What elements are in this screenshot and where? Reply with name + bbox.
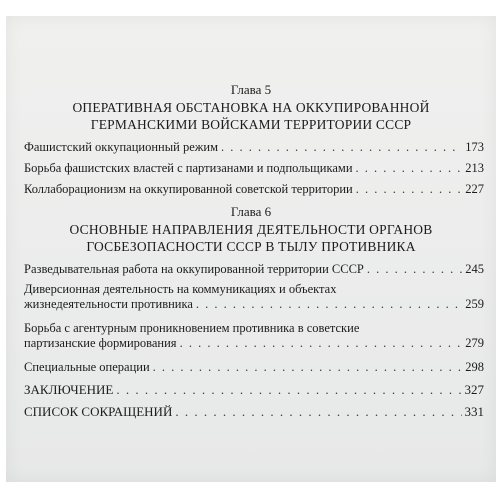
toc-entry-title: Разведывательная работа на оккупированной территории СССР	[24, 262, 364, 276]
toc-entry	[24, 282, 484, 312]
chapter-6-title-line-2: ГОСБЕЗОПАСНОСТИ СССР В ТЫЛУ ПРОТИВНИКА	[86, 239, 416, 254]
toc-entry-page: 331	[464, 404, 484, 419]
toc-entry-page: 173	[465, 140, 484, 154]
toc-entry-page: 245	[465, 262, 484, 276]
chapter-6-title-line-1: ОСНОВНЫЕ НАПРАВЛЕНИЯ ДЕЯТЕЛЬНОСТИ ОРГАНОВ	[69, 222, 433, 237]
toc-entry-page: 227	[465, 182, 484, 196]
toc-entry-page: 298	[465, 360, 484, 374]
toc-entry-title-line-2: жизнедеятельности противника	[24, 297, 193, 311]
toc-entry	[24, 382, 484, 397]
leader-dots	[356, 161, 463, 176]
toc-entry-page: 327	[464, 382, 484, 397]
leader-dots	[116, 382, 461, 397]
table-of-contents-page	[6, 16, 496, 482]
leader-dots	[175, 404, 461, 419]
toc-entry-title: СПИСОК СОКРАЩЕНИЙ	[24, 404, 173, 419]
toc-entry-title-line-2: партизанские формирования	[24, 336, 177, 350]
toc-entry-title-line-1: Диверсионная деятельность на коммуникациях и объектах	[24, 282, 337, 296]
leader-dots	[180, 336, 463, 351]
toc-entry	[24, 360, 484, 375]
toc-entry	[24, 161, 484, 176]
toc-entry-page: 279	[465, 336, 484, 350]
toc-entry-page: 259	[465, 297, 484, 311]
chapter-5-title-line-1: ОПЕРАТИВНАЯ ОБСТАНОВКА НА ОККУПИРОВАННОЙ	[72, 100, 430, 115]
toc-entry-title-line-1: Борьба с агентурным проникновением противника в советские	[24, 321, 360, 335]
chapter-5-label: Глава 5	[230, 82, 272, 97]
toc-entry-title: ЗАКЛЮЧЕНИЕ	[24, 382, 114, 397]
toc-entry-title: Борьба фашистских властей с партизанами и подпольщиками	[24, 161, 353, 175]
leader-dots	[153, 360, 463, 375]
leader-dots	[356, 182, 463, 197]
toc-entry	[24, 321, 484, 351]
toc-entry	[24, 262, 484, 277]
toc-entry-title: Коллаборационизм на оккупированной советской территории	[24, 182, 353, 196]
toc-entry-page: 213	[465, 161, 484, 175]
toc-entry	[24, 140, 484, 155]
leader-dots	[221, 140, 462, 155]
toc-entry	[24, 404, 484, 419]
toc-entry-title: Специальные операции	[24, 360, 150, 374]
chapter-5-title-line-2: ГЕРМАНСКИМИ ВОЙСКАМИ ТЕРРИТОРИИ СССР	[90, 117, 412, 132]
toc-entry-title: Фашистский оккупационный режим	[24, 140, 218, 154]
toc-entry	[24, 182, 484, 197]
chapter-6-label: Глава 6	[230, 204, 272, 219]
leader-dots	[196, 297, 462, 312]
leader-dots	[367, 262, 462, 277]
